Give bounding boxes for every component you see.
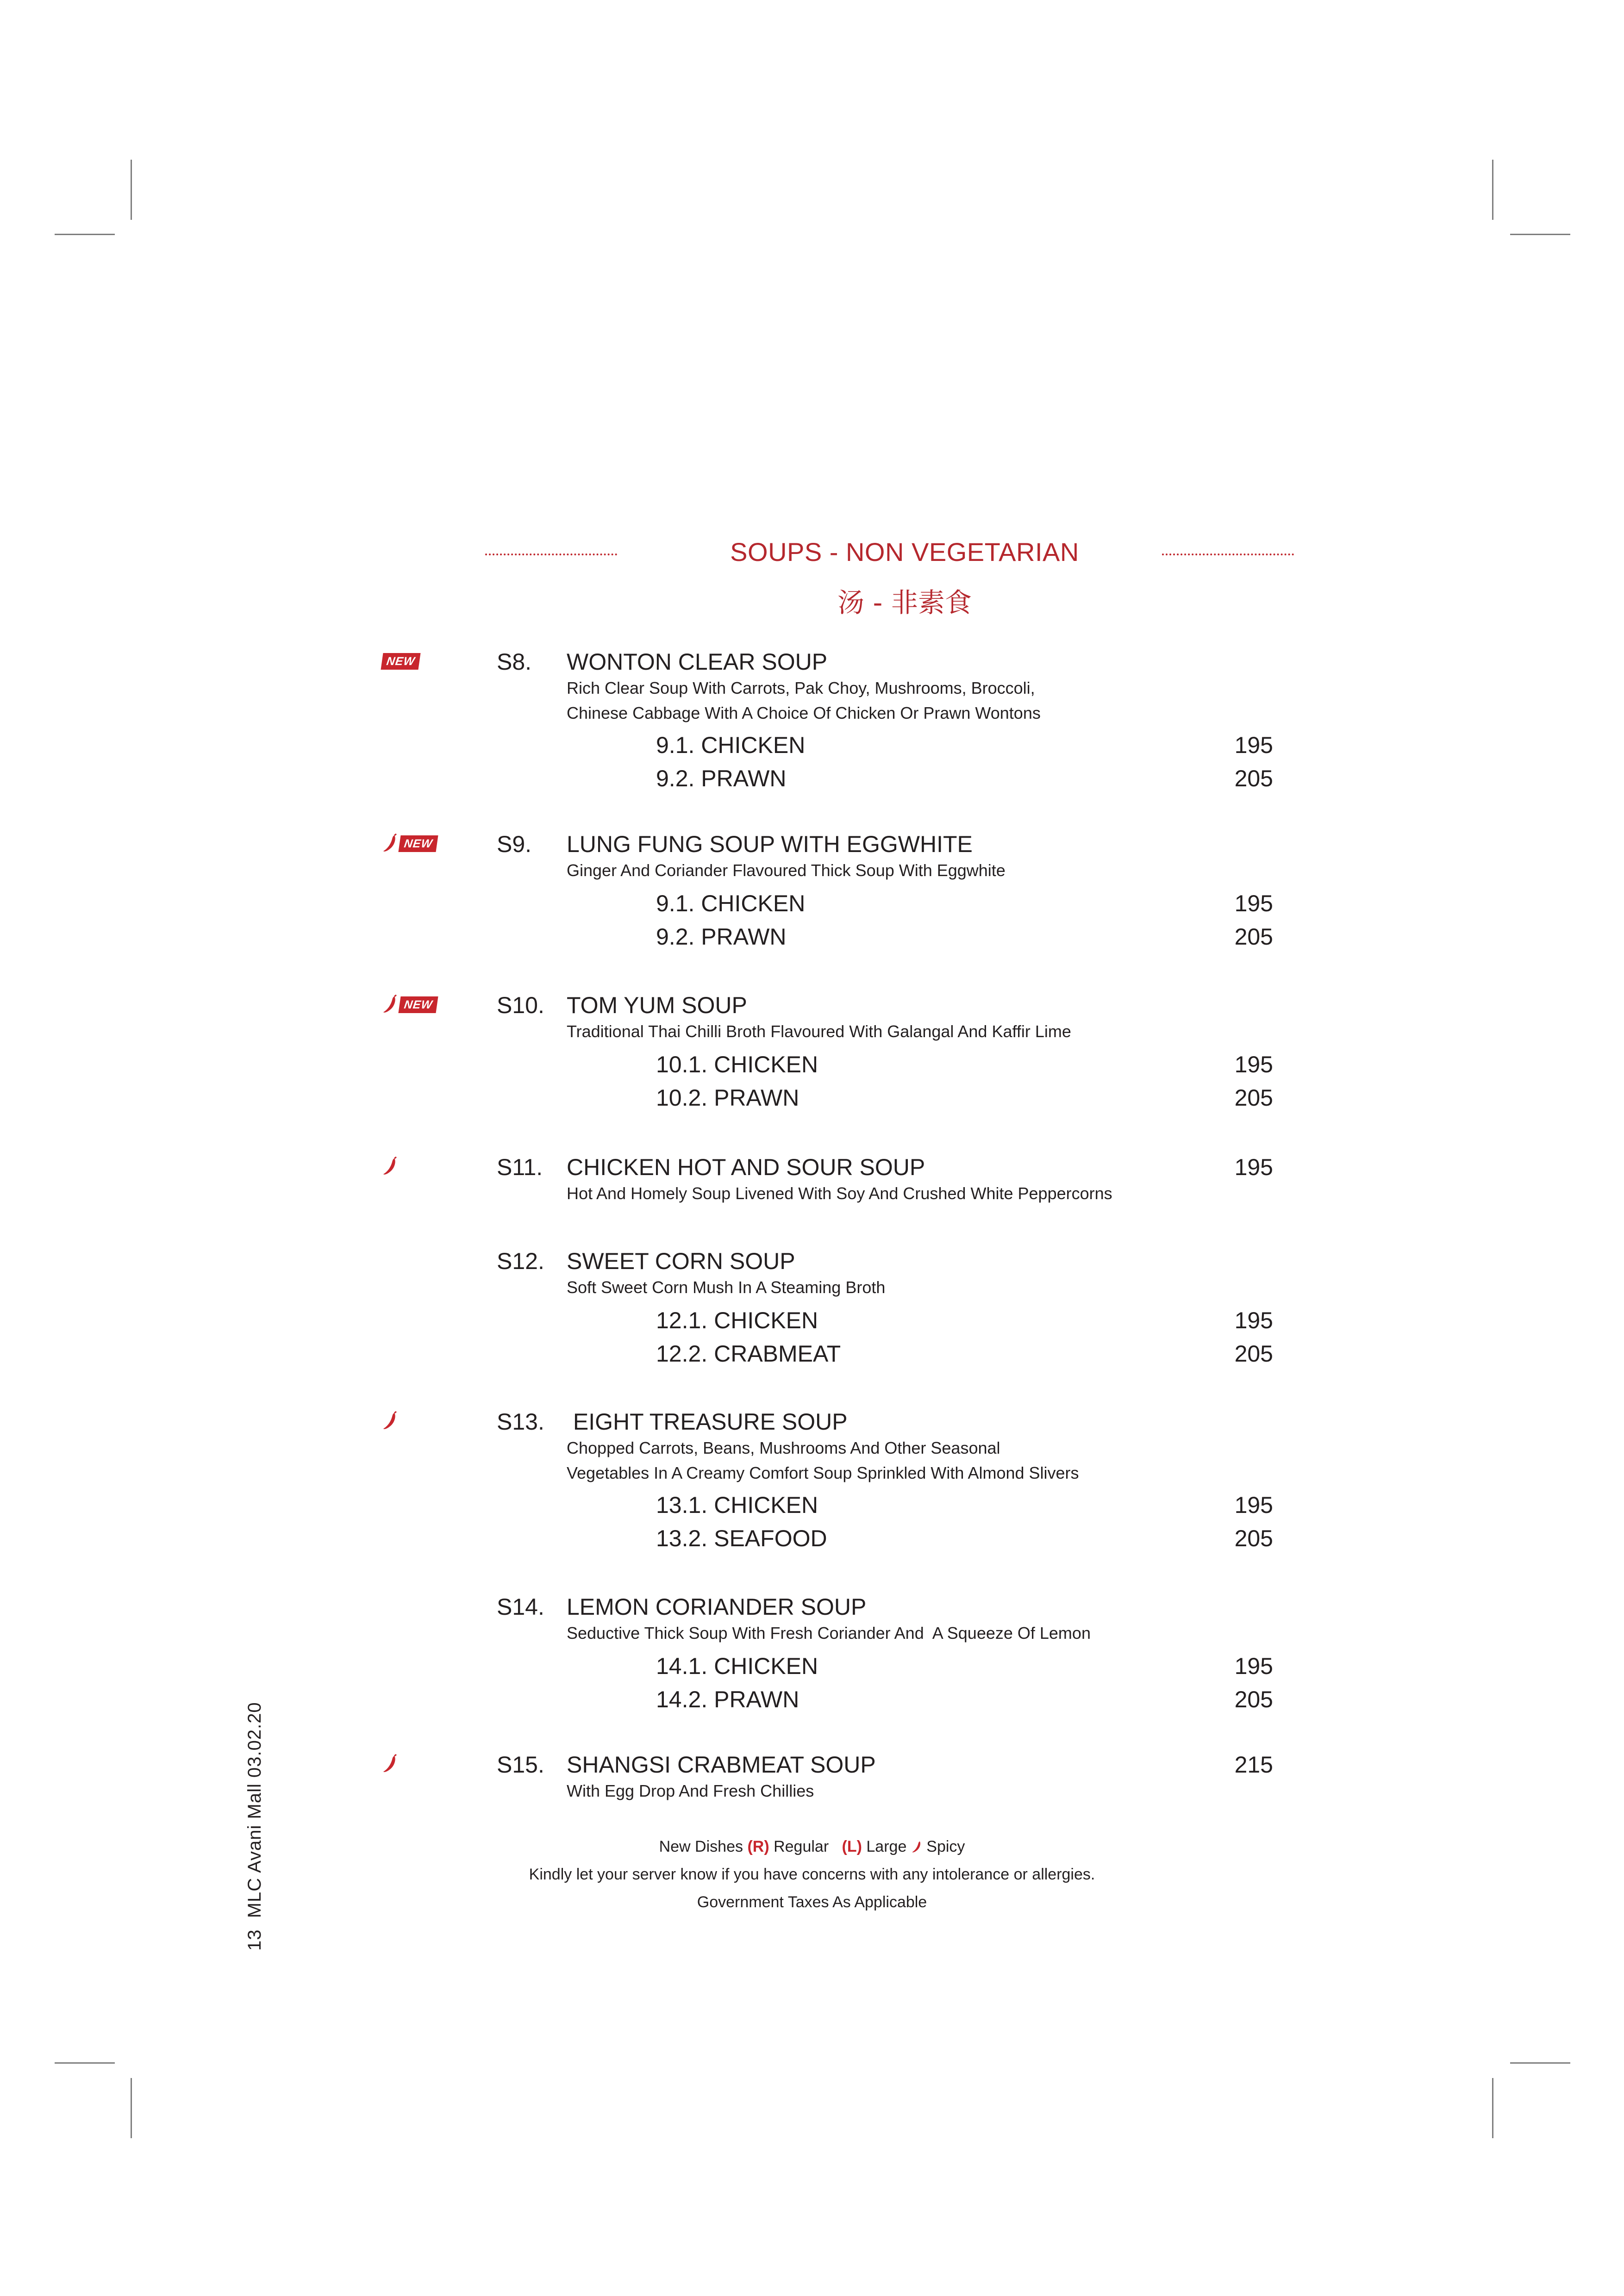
item-option: 10.2. PRAWN	[656, 1085, 800, 1111]
item-code: S12.	[497, 1248, 544, 1274]
item-option: 12.2. CRABMEAT	[656, 1341, 841, 1367]
item-badges	[382, 650, 419, 673]
crop-mark	[1510, 234, 1570, 235]
item-name: CHICKEN HOT AND SOUR SOUP	[567, 1154, 925, 1180]
item-name: SWEET CORN SOUP	[567, 1248, 795, 1274]
item-badges	[382, 832, 437, 855]
item-description: Soft Sweet Corn Mush In A Steaming Broth	[567, 1278, 886, 1297]
legend-regular-marker: (R)	[747, 1838, 769, 1855]
crop-mark	[1492, 160, 1493, 220]
item-option: 9.1. CHICKEN	[656, 890, 806, 916]
item-name: LUNG FUNG SOUP WITH EGGWHITE	[567, 831, 973, 857]
item-description: Rich Clear Soup With Carrots, Pak Choy, Mushrooms, Broccoli,	[567, 678, 1035, 697]
item-option-price: 205	[1234, 765, 1273, 791]
page-title: SOUPS - NON VEGETARIAN	[730, 537, 1079, 566]
item-option: 10.1. CHICKEN	[656, 1052, 818, 1077]
item-option-price: 205	[1234, 1085, 1273, 1111]
item-description: Hot And Homely Soup Livened With Soy And Crushed White Peppercorns	[567, 1184, 1112, 1203]
item-option: 9.2. PRAWN	[656, 765, 787, 791]
chili-icon	[382, 1157, 398, 1177]
crop-mark	[1492, 2078, 1493, 2138]
item-option: 13.1. CHICKEN	[656, 1492, 818, 1518]
title-dotted-rule-right	[1162, 554, 1294, 555]
legend	[488, 1836, 1136, 1858]
item-code: S9.	[497, 831, 532, 857]
legend-spicy: Spicy	[926, 1838, 965, 1855]
item-code: S8.	[497, 649, 532, 675]
crop-mark	[131, 160, 132, 220]
chili-icon	[382, 995, 398, 1015]
item-option-price: 195	[1234, 890, 1273, 916]
item-name: LEMON CORIANDER SOUP	[567, 1594, 867, 1620]
new-badge: NEW	[398, 835, 438, 852]
allergy-note: Kindly let your server know if you have concerns with any intolerance or allergies.	[529, 1866, 1095, 1883]
legend-regular: Regular	[774, 1838, 829, 1855]
item-description: With Egg Drop And Fresh Chillies	[567, 1781, 814, 1800]
item-option-price: 195	[1234, 1653, 1273, 1679]
crop-mark	[1510, 2062, 1570, 2064]
item-option: 13.2. SEAFOOD	[656, 1525, 827, 1551]
legend-large-marker: (L)	[842, 1838, 862, 1855]
item-name: TOM YUM SOUP	[567, 992, 747, 1018]
legend-new-dishes: New Dishes	[659, 1838, 743, 1855]
item-code: S15.	[497, 1752, 544, 1778]
chili-icon	[382, 1411, 398, 1431]
item-name: EIGHT TREASURE SOUP	[567, 1409, 848, 1435]
item-badges	[382, 1155, 398, 1178]
new-badge: NEW	[381, 653, 420, 670]
item-name: SHANGSI CRABMEAT SOUP	[567, 1752, 876, 1778]
item-badges	[382, 1753, 398, 1776]
item-option: 12.1. CHICKEN	[656, 1307, 818, 1333]
item-description: Seductive Thick Soup With Fresh Coriander And A Squeeze Of Lemon	[567, 1624, 1091, 1643]
item-option-price: 195	[1234, 1052, 1273, 1077]
item-option: 9.1. CHICKEN	[656, 732, 806, 758]
item-code: S10.	[497, 992, 544, 1018]
item-description: Chinese Cabbage With A Choice Of Chicken Or Prawn Wontons	[567, 703, 1041, 722]
item-description: Ginger And Coriander Flavoured Thick Soup With Eggwhite	[567, 861, 1006, 880]
crop-mark	[55, 2062, 115, 2064]
item-option: 14.2. PRAWN	[656, 1686, 800, 1712]
item-code: S14.	[497, 1594, 544, 1620]
chili-icon	[911, 1840, 922, 1854]
item-option-price: 195	[1234, 732, 1273, 758]
item-badges	[382, 1410, 398, 1433]
item-code: S11.	[497, 1154, 543, 1180]
item-description: Chopped Carrots, Beans, Mushrooms And Other Seasonal	[567, 1438, 1000, 1457]
new-badge: NEW	[398, 996, 438, 1013]
item-option-price: 205	[1234, 924, 1273, 950]
item-option: 9.2. PRAWN	[656, 924, 787, 950]
chili-icon	[382, 1754, 398, 1774]
item-name: WONTON CLEAR SOUP	[567, 649, 828, 675]
item-option-price: 195	[1234, 1307, 1273, 1333]
crop-mark	[55, 234, 115, 235]
legend-large: Large	[866, 1838, 907, 1855]
item-badges	[382, 993, 437, 1016]
item-description: Vegetables In A Creamy Comfort Soup Sprinkled With Almond Slivers	[567, 1463, 1079, 1482]
item-price: 215	[1234, 1752, 1273, 1778]
page-subtitle-chinese: 汤 - 非素食	[837, 587, 972, 618]
item-price: 195	[1234, 1154, 1273, 1180]
item-option-price: 205	[1234, 1341, 1273, 1367]
item-option-price: 205	[1234, 1686, 1273, 1712]
item-code: S13.	[497, 1409, 544, 1435]
chili-icon	[382, 834, 398, 854]
page-footer-label: 13 MLC Avani Mall 03.02.20	[244, 1702, 265, 1951]
crop-mark	[131, 2078, 132, 2138]
item-option: 14.1. CHICKEN	[656, 1653, 818, 1679]
item-option-price: 195	[1234, 1492, 1273, 1518]
item-description: Traditional Thai Chilli Broth Flavoured With Galangal And Kaffir Lime	[567, 1022, 1071, 1041]
tax-note: Government Taxes As Applicable	[697, 1893, 927, 1911]
title-dotted-rule-left	[485, 554, 617, 555]
item-option-price: 205	[1234, 1525, 1273, 1551]
